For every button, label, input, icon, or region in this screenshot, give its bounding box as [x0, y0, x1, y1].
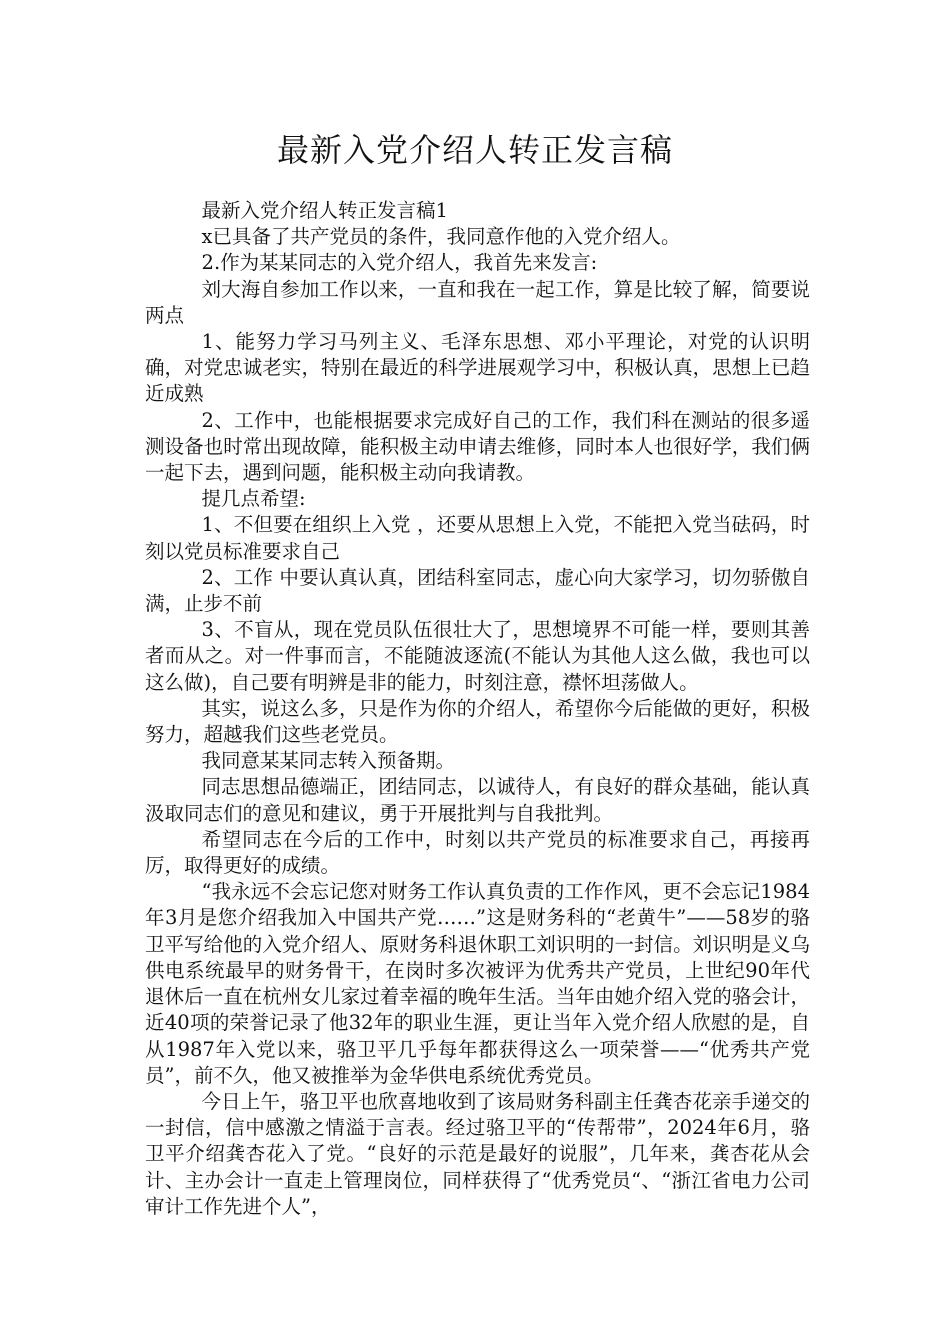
- document-body: [145, 198, 810, 1220]
- paragraph-list-item: 2、工作 中要认真认真，团结科室同志，虚心向大家学习，切勿骄傲自满，止步不前: [145, 565, 810, 616]
- paragraph: 今日上午，骆卫平也欣喜地收到了该局财务科副主任龚杏花亲手递交的一封信，信中感激之情溢于言表。经过骆卫平的“传帮带”，2024年6月，骆卫平介绍龚杏花入了党。“良好的示范是最好的说服”，几年来，龚杏花从会计、主办会计一直走上管理岗位，同样获得了“优秀党员“、“浙江省电力公司审计工作先进个人”，: [145, 1089, 810, 1218]
- paragraph: 提几点希望:: [201, 487, 306, 511]
- paragraph: 同志思想品德端正，团结同志，以诚待人，有良好的群众基础，能认真汲取同志们的意见和建议，勇于开展批判与自我批判。: [145, 775, 810, 825]
- paragraph-list-item: 1、不但要在组织上入党 ，还要从思想上入党，不能把入党当砝码，时刻以党员标准要求自己: [145, 513, 810, 563]
- paragraph-list-item: 3、不盲从，现在党员队伍很壮大了，思想境界不可能一样，要则其善者而从之。对一件事而言，不能随波逐流(不能认为其他人这么做，我也可以这么做)，自己要有明辨是非的能力，时刻注意，襟怀坦荡做人。: [145, 618, 810, 694]
- paragraph: x已具备了共产党员的条件，我同意作他的入党介绍人。: [201, 225, 681, 249]
- paragraph-list-item: 2、工作中，也能根据要求完成好自己的工作，我们科在测站的很多遥测设备也时常出现故障，能积极主动申请去维修，同时本人也很好学，我们俩一起下去，遇到问题，能积极主动向我请教。: [145, 408, 810, 485]
- paragraph-heading: 最新入党介绍人转正发言稿1: [201, 199, 448, 222]
- paragraph: “我永远不会忘记您对财务工作认真负责的工作作风，更不会忘记1984年3月是您介绍我加入中国共产党……”这是财务科的“老黄牛”——58岁的骆卫平写给他的入党介绍人、原财务科退休职工刘识明的一封信。刘识明是义乌供电系统最早的财务骨干，在岗时多次被评为优秀共产党员，上世纪90年代退休后一直在杭州女儿家过着幸福的晚年生活。当年由她介绍入党的骆会计，近40项的荣誉记录了他32年的职业生涯，更让当年入党介绍人欣慰的是，自从1987年入党以来，骆卫平几乎每年都获得这么一项荣誉——“优秀共产党员”，前不久，他又被推举为金华供电系统优秀党员。: [145, 880, 810, 1087]
- paragraph: 刘大海自参加工作以来，一直和我在一起工作，算是比较了解，简要说两点: [145, 277, 810, 327]
- paragraph: 希望同志在今后的工作中，时刻以共产党员的标准要求自己，再接再厉，取得更好的成绩。: [145, 827, 810, 878]
- paragraph-list-item: 1、能努力学习马列主义、毛泽东思想、邓小平理论，对党的认识明确，对党忠诚老实，特别在最近的科学进展观学习中，积极认真，思想上已趋近成熟: [145, 330, 810, 406]
- document-title: 最新入党介绍人转正发言稿: [276, 131, 673, 169]
- paragraph: 我同意某某同志转入预备期。: [201, 749, 456, 773]
- paragraph: 2.作为某某同志的入党介绍人，我首先来发言:: [201, 251, 598, 275]
- paragraph: 其实，说这么多，只是作为你的介绍人，希望你今后能做的更好，积极努力，超越我们这些老党员。: [145, 696, 810, 747]
